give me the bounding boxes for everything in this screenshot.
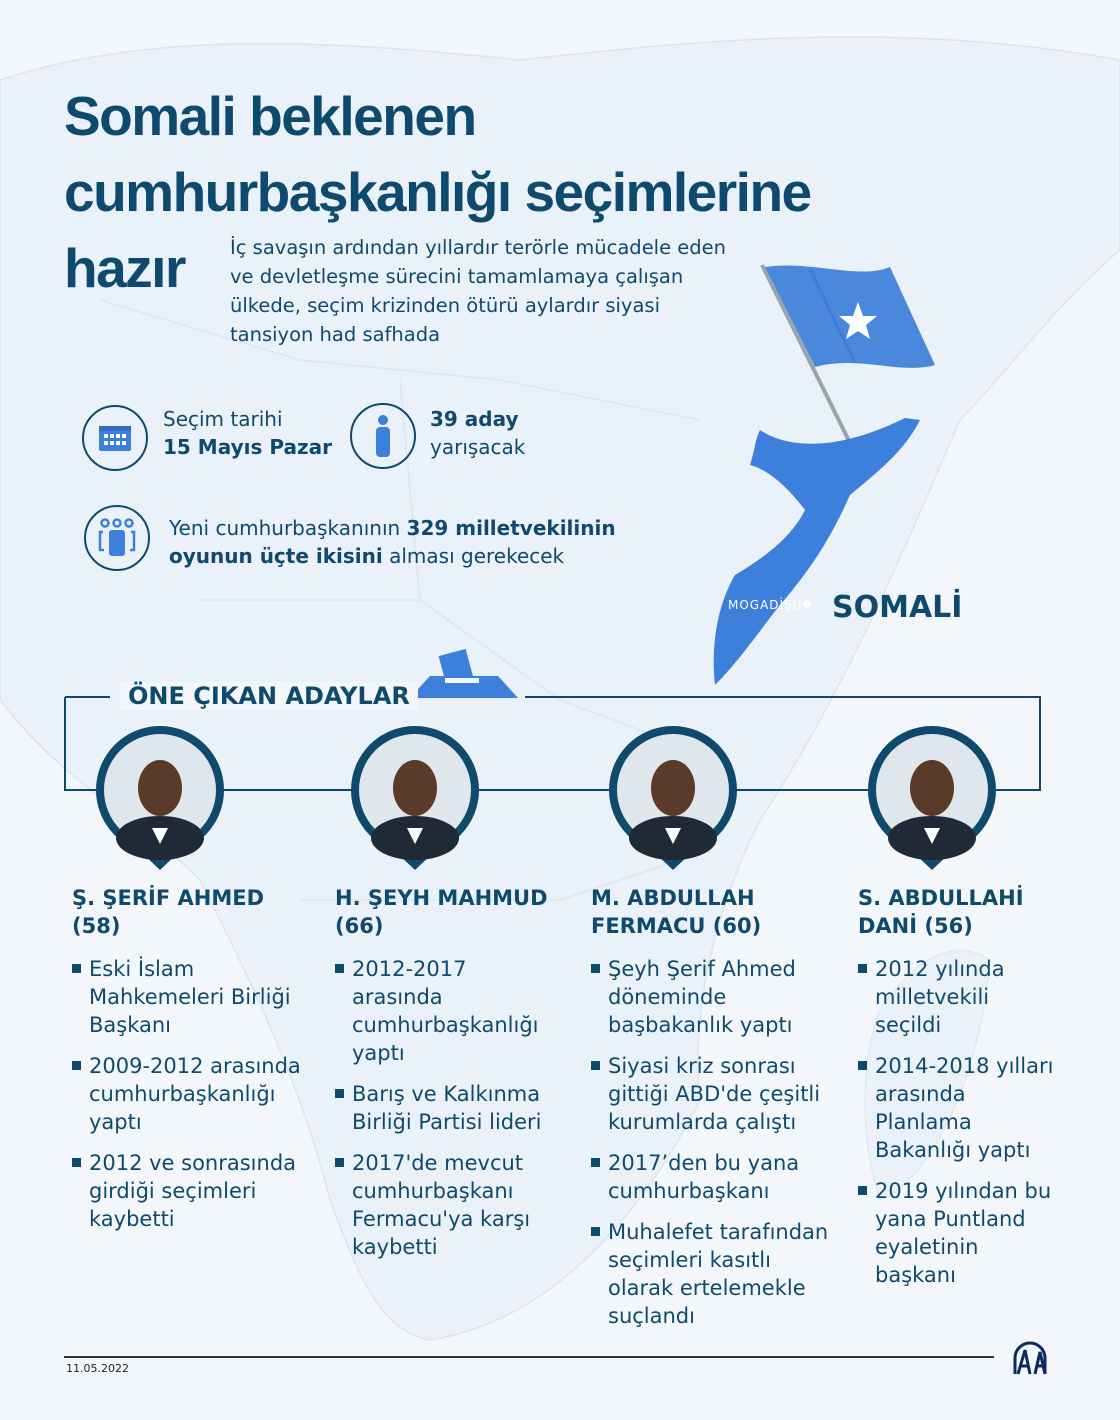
bullet: 2017'de mevcut cumhurbaşkanı Fermacu'ya karşı kaybetti — [335, 1149, 550, 1261]
bullet: 2017’den bu yana cumhurbaşkanı — [591, 1149, 831, 1205]
candidate-age: (58) — [72, 914, 121, 938]
candidate-count-value: 39 aday — [430, 407, 519, 431]
title-line-3: hazır — [64, 237, 185, 299]
aa-logo-icon — [1010, 1340, 1050, 1376]
req-bold-1: 329 milletvekilinin — [406, 516, 616, 540]
candidate-photo-2 — [351, 726, 479, 870]
bullet: 2012 ve sonrasında girdiği seçimleri kaybetti — [72, 1149, 302, 1233]
ballot-box-icon — [410, 649, 518, 698]
requirement-text — [169, 514, 649, 570]
candidate-name: S. ABDULLAHİ — [858, 886, 1024, 910]
candidate-age: (66) — [335, 914, 384, 938]
bullet: Eski İslam Mahkemeleri Birliği Başkanı — [72, 955, 302, 1039]
candidate-photo-4 — [868, 726, 996, 870]
footer-divider — [64, 1356, 994, 1358]
candidate-photo-3 — [609, 726, 737, 870]
bullet: 2014-2018 yılları arasında Planlama Bakanlığı yaptı — [858, 1052, 1058, 1164]
date-label: Seçim tarihi — [163, 407, 283, 431]
country-label: SOMALİ — [832, 590, 963, 625]
title-line-2: cumhurbaşkanlığı seçimlerine — [64, 161, 811, 223]
candidate-photo-1 — [96, 726, 224, 870]
title-line-1: Somali beklenen — [64, 85, 476, 147]
candidates-frame — [0, 640, 1120, 880]
footer-date: 11.05.2022 — [66, 1362, 129, 1375]
subtitle: İç savaşın ardından yıllardır terörle mücadele eden ve devletleşme sürecini tamamlamaya çalışan ülkede, seçim krizinden ötürü aylardır siyasi tansiyon had safhada — [230, 236, 727, 346]
candidate-count-text: yarışacak — [430, 435, 526, 459]
candidate-name: H. ŞEYH MAHMUD — [335, 886, 548, 910]
candidate-name: M. ABDULLAH — [591, 886, 755, 910]
election-date — [163, 405, 332, 461]
bullet: Siyasi kriz sonrası gittiği ABD'de çeşitli kurumlarda çalıştı — [591, 1052, 831, 1136]
req-text-2: alması gerekecek — [382, 544, 565, 568]
req-text-1: Yeni cumhurbaşkanının — [169, 516, 407, 540]
bullet: 2019 yılından bu yana Puntland eyaletinin başkanı — [858, 1177, 1058, 1289]
bullet: 2012-2017 arasında cumhurbaşkanlığı yaptı — [335, 955, 550, 1067]
candidate-count — [430, 405, 525, 461]
calendar-icon — [82, 405, 148, 471]
candidate-3 — [591, 884, 841, 1343]
date-value: 15 Mayıs Pazar — [163, 435, 332, 459]
candidate-2 — [335, 884, 585, 1274]
section-title: ÖNE ÇIKAN ADAYLAR — [120, 682, 418, 710]
req-bold-2: oyunun üçte ikisini — [169, 544, 383, 568]
candidate-age: FERMACU (60) — [591, 914, 762, 938]
bullet: Şeyh Şerif Ahmed döneminde başbakanlık yaptı — [591, 955, 831, 1039]
candidate-age: DANİ (56) — [858, 914, 973, 938]
person-icon — [350, 403, 416, 469]
group-icon — [84, 505, 150, 571]
bullet: Muhalefet tarafından seçimleri kasıtlı olarak ertelemekle suçlandı — [591, 1218, 831, 1330]
candidate-1 — [72, 884, 322, 1246]
bullet: Barış ve Kalkınma Birliği Partisi lideri — [335, 1080, 550, 1136]
candidate-name: Ş. ŞERİF AHMED — [72, 886, 265, 910]
capital-label: MOGADİŞU — [728, 598, 803, 612]
bullet: 2012 yılında milletvekili seçildi — [858, 955, 1058, 1039]
candidate-4 — [858, 884, 1108, 1302]
bullet: 2009-2012 arasında cumhurbaşkanlığı yaptı — [72, 1052, 302, 1136]
